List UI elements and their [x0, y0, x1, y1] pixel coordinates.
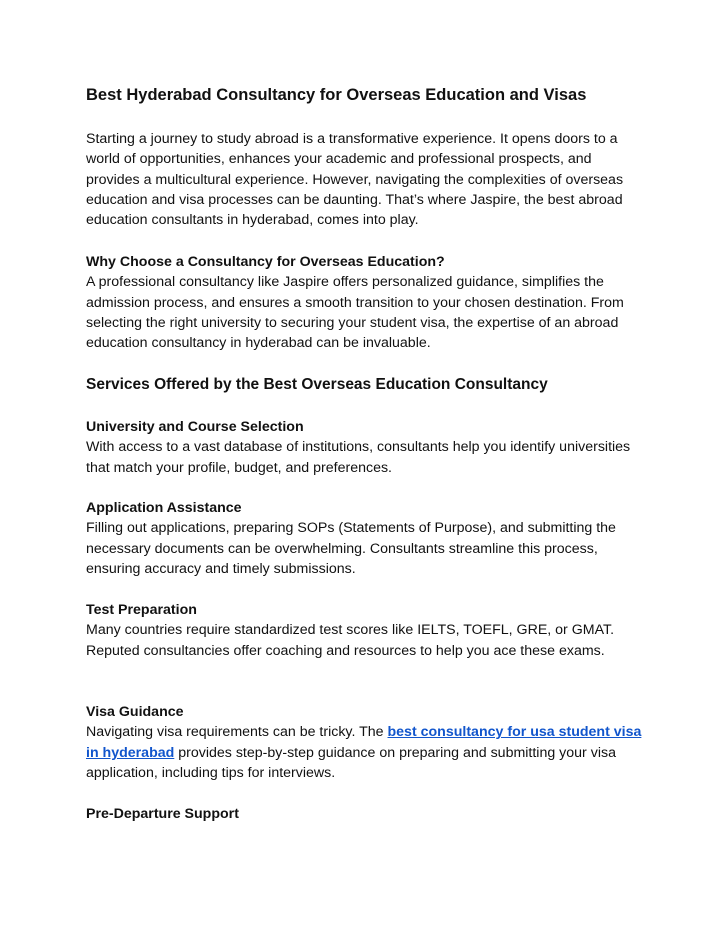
visa-body-after: provides step-by-step guidance on preparing and submitting your visa application, including tips for interviews.	[86, 744, 616, 781]
visa-body	[86, 722, 646, 783]
predeparture-heading: Pre-Departure Support	[86, 806, 239, 822]
service-visa	[86, 702, 646, 783]
page-title: Best Hyderabad Consultancy for Overseas Education and Visas	[86, 86, 587, 104]
why-body: A professional consultancy like Jaspire offers personalized guidance, simplifies the admission process, and ensures a smooth transition to your chosen destination. From selecting the right university to securing your student visa, the expertise of an abroad education consultancy in hyderabad can be invaluable.	[86, 274, 624, 352]
test-heading: Test Preparation	[86, 602, 197, 618]
application-heading: Application Assistance	[86, 500, 242, 516]
test-body: Many countries require standardized test scores like IELTS, TOEFL, GRE, or GMAT. Reputed consultancies offer coaching and resources to help you ace these exams.	[86, 622, 615, 659]
intro-paragraph	[86, 129, 646, 230]
visa-heading: Visa Guidance	[86, 704, 184, 720]
usa-visa-consultancy-link[interactable]: best consultancy for usa student visa in hyderabad	[86, 724, 642, 761]
university-heading: University and Course Selection	[86, 419, 304, 435]
service-test	[86, 600, 646, 661]
services-heading: Services Offered by the Best Overseas Education Consultancy	[86, 376, 548, 393]
service-predeparture	[86, 804, 646, 824]
service-university	[86, 417, 646, 478]
why-heading: Why Choose a Consultancy for Overseas Education?	[86, 254, 445, 270]
intro-text: Starting a journey to study abroad is a transformative experience. It opens doors to a world of opportunities, enhances your academic and professional prospects, and provides a multicultural experience. However, navigating the complexities of overseas education and visa processes can be daunting. That’s where Jaspire, the best abroad education consultants in hyderabad, comes into play.	[86, 131, 624, 229]
service-application	[86, 498, 646, 579]
application-body: Filling out applications, preparing SOPs (Statements of Purpose), and submitting the necessary documents can be overwhelming. Consultants streamline this process, ensuring accuracy and timely submissions.	[86, 520, 616, 577]
visa-body-before: Navigating visa requirements can be tricky. The	[86, 724, 388, 741]
university-body: With access to a vast database of institutions, consultants help you identify universities that match your profile, budget, and preferences.	[86, 439, 631, 476]
why-section	[86, 252, 646, 353]
